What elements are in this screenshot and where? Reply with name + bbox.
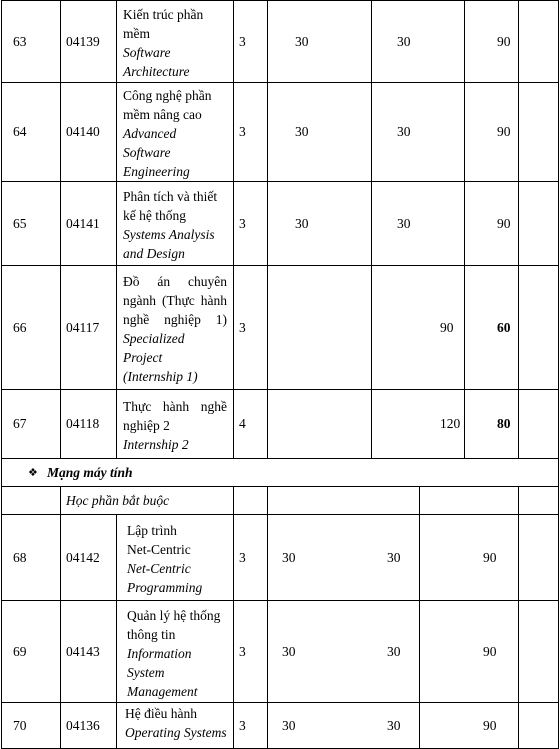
course-code: 04141 — [66, 215, 100, 231]
column-border — [518, 486, 519, 514]
column-border — [116, 514, 117, 749]
credits-value: 3 — [239, 549, 246, 565]
course-name-en: Operating Systems — [125, 725, 227, 740]
course-name-vn — [123, 272, 227, 291]
row-border — [1, 486, 558, 487]
course-name-word: Thực — [123, 399, 152, 414]
course-name-en: Software — [123, 45, 171, 60]
practice-hours: 30 — [387, 549, 401, 565]
course-name-en: Management — [127, 683, 198, 699]
column-border — [419, 486, 420, 514]
course-name-word: chuyên — [188, 274, 227, 289]
column-border — [60, 486, 61, 514]
self-study-hours: 80 — [497, 416, 511, 431]
course-name-vn: mềm — [123, 26, 150, 41]
credits-value: 3 — [239, 718, 246, 733]
column-border — [518, 0, 519, 458]
course-name-word: hành — [162, 399, 190, 414]
self-study-hours: 90 — [483, 549, 497, 565]
course-name-en: Specialized — [123, 331, 185, 346]
column-border — [267, 514, 268, 749]
course-name-vn: Lập trình — [127, 523, 177, 538]
course-name-vn — [123, 397, 227, 416]
row-border — [1, 82, 558, 83]
course-name-vn: Hệ điều hành — [125, 706, 197, 721]
column-border — [1, 486, 2, 514]
row-border — [1, 265, 558, 266]
course-name-en: Programming — [127, 580, 203, 595]
column-border — [558, 458, 559, 486]
diamond-bullet-icon: ❖ — [28, 466, 38, 479]
column-border — [558, 0, 559, 458]
course-name-en: Internship 2 — [123, 437, 189, 452]
column-border — [558, 486, 559, 514]
column-border — [60, 514, 61, 749]
self-study-hours: 90 — [483, 643, 497, 659]
practice-hours: 30 — [397, 33, 411, 49]
course-name-vn: Net-Centric — [127, 542, 191, 557]
row-border — [1, 181, 558, 182]
course-name-en: (Internship 1) — [123, 369, 198, 384]
course-name-word: nghiệp — [164, 312, 201, 327]
section-title: Mạng máy tính — [47, 465, 133, 480]
column-border — [267, 486, 268, 514]
theory-hours: 30 — [295, 215, 309, 231]
theory-hours: 30 — [282, 718, 296, 733]
column-border — [233, 0, 234, 458]
row-border — [1, 0, 558, 1]
course-name-en: Software — [123, 145, 171, 160]
course-name-vn: Kiến trúc phần — [123, 7, 204, 22]
column-border — [1, 458, 2, 486]
row-border — [1, 600, 558, 601]
course-name-vn: kế hệ thống — [123, 208, 186, 223]
course-name-word: Đồ — [123, 274, 140, 289]
course-name-en: Net-Centric — [127, 561, 191, 576]
column-border — [116, 0, 117, 458]
row-border — [1, 458, 558, 459]
practice-hours: 30 — [387, 718, 401, 733]
row-number: 67 — [13, 416, 27, 431]
internship-hours: 90 — [440, 319, 454, 335]
course-name-en: Information — [127, 645, 192, 661]
course-name-en: Engineering — [123, 164, 190, 179]
course-name-vn: Công nghệ phần — [123, 88, 212, 103]
column-border — [419, 514, 420, 749]
column-border — [558, 514, 559, 749]
credits-value: 3 — [239, 215, 246, 231]
course-name-word: (Thực — [161, 293, 195, 308]
self-study-hours: 90 — [497, 215, 511, 231]
course-name-en: Advanced — [123, 126, 177, 141]
course-name-word: nghề — [123, 312, 150, 327]
row-border — [1, 389, 558, 390]
row-number: 68 — [13, 549, 27, 565]
course-code: 04117 — [66, 319, 100, 335]
credits-value: 3 — [239, 33, 246, 49]
course-name-vn: Quản lý hệ thống — [127, 607, 221, 623]
row-border — [1, 514, 558, 515]
theory-hours: 30 — [282, 643, 296, 659]
row-number: 65 — [13, 215, 27, 231]
column-border — [518, 514, 519, 749]
course-name-vn: Phân tích và thiết — [123, 189, 218, 204]
theory-hours: 30 — [295, 124, 309, 139]
course-name-vn — [123, 291, 227, 310]
theory-hours: 30 — [282, 549, 296, 565]
column-border — [60, 0, 61, 458]
course-name-en: Project — [123, 350, 163, 365]
course-name-vn: nghiệp 2 — [123, 418, 170, 433]
course-name-word: án — [157, 274, 171, 289]
column-border — [233, 486, 234, 514]
column-border — [464, 0, 465, 458]
row-number: 70 — [13, 718, 27, 733]
course-code: 04143 — [66, 643, 100, 659]
practice-hours: 30 — [387, 643, 401, 659]
column-border — [1, 0, 2, 458]
course-name-en: Architecture — [123, 64, 190, 79]
row-number: 63 — [13, 33, 27, 49]
course-code: 04139 — [66, 33, 100, 49]
self-study-hours: 60 — [497, 319, 511, 335]
credits-value: 3 — [239, 319, 246, 335]
column-border — [233, 514, 234, 749]
practice-hours: 30 — [397, 215, 411, 231]
row-number: 69 — [13, 643, 27, 659]
column-border — [1, 514, 2, 749]
self-study-hours: 90 — [497, 124, 511, 139]
section-subheading: Học phần bắt buộc — [66, 493, 170, 508]
row-number: 66 — [13, 319, 27, 335]
course-code: 04136 — [66, 718, 100, 733]
course-name-en: Systems Analysis — [123, 227, 215, 242]
credits-value: 3 — [239, 124, 246, 139]
credits-value: 4 — [239, 416, 246, 431]
course-code: 04140 — [66, 124, 100, 139]
column-border — [267, 0, 268, 458]
course-name-word: nghề — [200, 399, 227, 414]
theory-hours: 30 — [295, 33, 309, 49]
course-name-word: hành — [200, 293, 227, 308]
self-study-hours: 90 — [497, 33, 511, 49]
course-name-vn — [123, 310, 227, 329]
practice-hours: 30 — [397, 124, 411, 139]
course-code: 04142 — [66, 549, 100, 565]
row-number: 64 — [13, 124, 27, 139]
course-name-vn: thông tin — [127, 626, 176, 642]
course-name-vn: mềm nâng cao — [123, 107, 202, 122]
course-name-en: and Design — [123, 246, 185, 261]
column-border — [371, 0, 372, 458]
internship-hours: 120 — [440, 416, 461, 431]
course-name-word: ngành — [123, 293, 156, 308]
credits-value: 3 — [239, 643, 246, 659]
course-code: 04118 — [66, 416, 100, 431]
course-name-en: System — [127, 664, 165, 680]
course-name-word: 1) — [215, 312, 227, 327]
self-study-hours: 90 — [483, 718, 497, 733]
row-border — [1, 702, 558, 703]
